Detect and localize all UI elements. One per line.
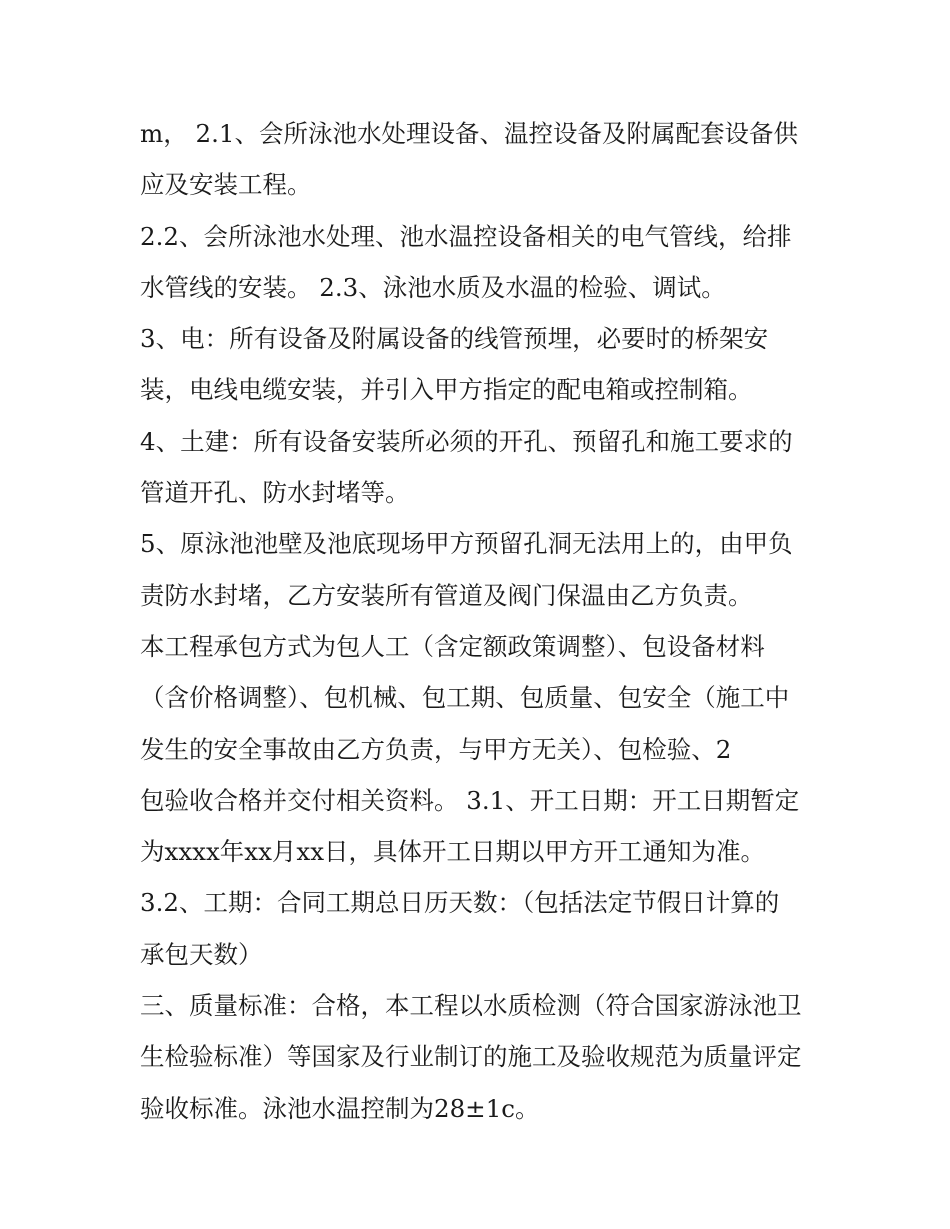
- text-line-17: 承包天数）: [140, 939, 263, 969]
- text-line-9: 5、原泳池池壁及池底现场甲方预留孔洞无法用上的，由甲负: [140, 529, 793, 559]
- text-line-20: 验收标准。泳池水温控制为28±1c。: [140, 1093, 540, 1123]
- text-line-16: 3.2、工期：合同工期总日历天数：（包括法定节假日计算的: [140, 888, 780, 918]
- text-line-5: 3、电：所有设备及附属设备的线管预埋，必要时的桥架安: [140, 324, 769, 354]
- document-body: [140, 108, 820, 1134]
- text-line-19: 生检验标准）等国家及行业制订的施工及验收规范为质量评定: [140, 1042, 802, 1072]
- text-line-12: （含价格调整）、包机械、包工期、包质量、包安全（施工中: [140, 683, 790, 713]
- text-line-6: 装，电线电缆安装，并引入甲方指定的配电箱或控制箱。: [140, 375, 753, 405]
- text-line-15: 为xxxx年xx月xx日，具体开工日期以甲方开工通知为准。: [140, 837, 766, 867]
- text-line-13: 发生的安全事故由乙方负责，与甲方无关）、包检验、2: [140, 734, 732, 764]
- text-line-8: 管道开孔、防水封堵等。: [140, 478, 410, 508]
- text-line-10: 责防水封堵，乙方安装所有管道及阀门保温由乙方负责。: [140, 580, 753, 610]
- text-line-4: 水管线的安装。 2.3、泳池水质及水温的检验、调试。: [140, 272, 726, 302]
- text-line-2: 应及安装工程。: [140, 170, 312, 200]
- text-line-18: 三、质量标准：合格，本工程以水质检测（符合国家游泳池卫: [140, 991, 802, 1021]
- text-line-14: 包验收合格并交付相关资料。 3.1、开工日期：开工日期暂定: [140, 785, 800, 815]
- text-line-3: 2.2、会所泳池水处理、池水温控设备相关的电气管线，给排: [140, 221, 792, 251]
- text-line-1: m， 2.1、会所泳池水处理设备、温控设备及附属配套设备供: [140, 119, 798, 148]
- text-line-7: 4、土建：所有设备安装所必须的开孔、预留孔和施工要求的: [140, 426, 793, 456]
- text-line-11: 本工程承包方式为包人工（含定额政策调整）、包设备材料: [140, 631, 765, 661]
